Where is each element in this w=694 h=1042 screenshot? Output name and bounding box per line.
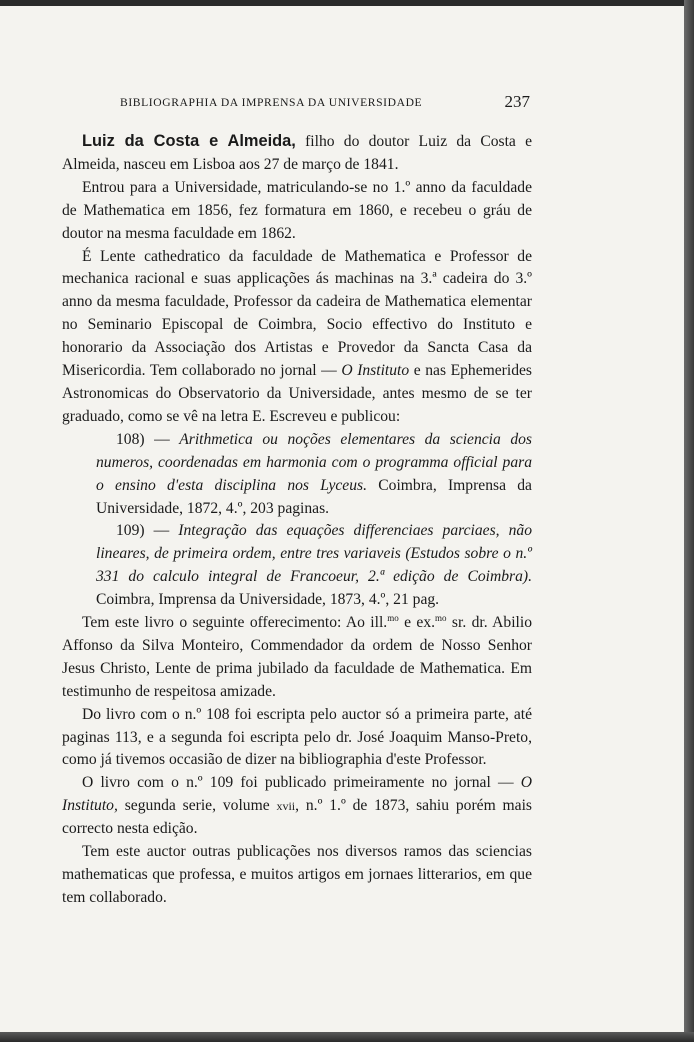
page-number: 237 bbox=[504, 92, 530, 111]
page-body bbox=[62, 130, 532, 910]
bibliography-item bbox=[62, 520, 532, 612]
book-108-note: Do livro com o n.º 108 foi escripta pelo auctor só a primeira parte, até paginas 113, e a segunda foi escripta pelo dr. José Joaquim Manso-Preto, como já tivemos occasião de dizer na bibliographia d'este Professor. bbox=[62, 705, 532, 769]
work-title: Arithmetica ou noções elementares da sciencia dos numeros, coordenadas em harmonia com o programma official para o ensino d'esta disciplina nos Lyceus. bbox=[96, 430, 532, 494]
dedication-paragraph bbox=[62, 612, 532, 704]
closing-paragraph: Tem este auctor outras publicações nos diversos ramos das sciencias mathematicas que professa, e muitos artigos em jornaes litterarios, em que tem collaborado. bbox=[62, 843, 532, 906]
book-page bbox=[0, 6, 684, 1032]
dedication-text-mid: e ex. bbox=[398, 614, 436, 632]
work-title: Integração das equações differenciaes parciaes, não lineares, de primeira ordem, entre tres variaveis (Estudos sobre o n.º 331 do calculo integral de Francoeur, 2.ª edição de Coimbra). bbox=[96, 522, 532, 586]
education-paragraph: Entrou para a Universidade, matriculando-se no 1.º anno da faculdade de Mathematica em 1856, fez formatura em 1860, e recebeu o gráu de doutor na mesma faculdade em 1862. bbox=[62, 178, 532, 242]
journal-name: O Instituto, bbox=[62, 774, 532, 815]
book-109-note bbox=[62, 772, 532, 841]
work-number: 108) — bbox=[116, 430, 180, 448]
work-imprint: Coimbra, Imprensa da Universidade, 1872, 4.º, 203 paginas. bbox=[96, 476, 532, 517]
dedication-text-pre: Tem este livro o seguinte offerecimento: Ao ill. bbox=[82, 614, 388, 632]
dedication-text-post: sr. dr. Abilio Affonso da Silva Monteiro, Commendador da ordem de Nosso Senhor Jesus Christo, Lente de prima jubilado da faculdade de Mathematica. Em testimunho de respeitosa amizade. bbox=[62, 614, 533, 700]
running-head: BIBLIOGRAPHIA DA IMPRENSA DA UNIVERSIDADE bbox=[120, 96, 423, 109]
volume-number: xvii bbox=[276, 799, 296, 814]
superscript: mo bbox=[387, 612, 399, 623]
career-text-pre: É Lente cathedratico da faculdade de Mathematica e Professor de mechanica racional e suas applicações ás machinas na 3.ª cadeira do 3.º anno da mesma faculdade, Professor da cadeira de Mathematica elementar no Seminario Episcopal de Coimbra, Socio effectivo do Instituto e honorario da Associação dos Artistas e Provedor da Sancta Casa da Misericordia. Tem collaborado no jornal — bbox=[62, 247, 532, 380]
author-name: Luiz da Costa e Almeida, bbox=[82, 132, 296, 150]
book-109-text-post: , n.º 1.º de 1873, sahiu porém mais correcto nesta edição. bbox=[62, 797, 532, 838]
entry-intro-paragraph bbox=[62, 130, 532, 177]
work-number: 109) — bbox=[116, 522, 179, 540]
page-header bbox=[120, 94, 532, 114]
superscript: mo bbox=[435, 612, 447, 623]
work-imprint: Coimbra, Imprensa da Universidade, 1873, 4.º, 21 pag. bbox=[96, 591, 440, 609]
career-paragraph bbox=[62, 246, 532, 429]
journal-name: O Instituto bbox=[341, 362, 410, 380]
intro-text: filho do doutor Luiz da Costa e Almeida, nasceu em Lisboa aos 27 de março de 1841. bbox=[62, 133, 532, 173]
page-edge-shadow bbox=[0, 1032, 694, 1042]
bibliography-item bbox=[62, 429, 532, 521]
book-109-text-pre: O livro com o n.º 109 foi publicado primeiramente no jornal — bbox=[82, 774, 521, 792]
book-109-text-mid: segunda serie, volume bbox=[117, 797, 277, 815]
page-edge-shadow bbox=[684, 0, 694, 1042]
career-text-post: e nas Ephemerides Astronomicas do Observatorio da Universidade, antes mesmo de se ter graduado, como se vê na letra E. Escreveu e publicou: bbox=[62, 362, 532, 425]
